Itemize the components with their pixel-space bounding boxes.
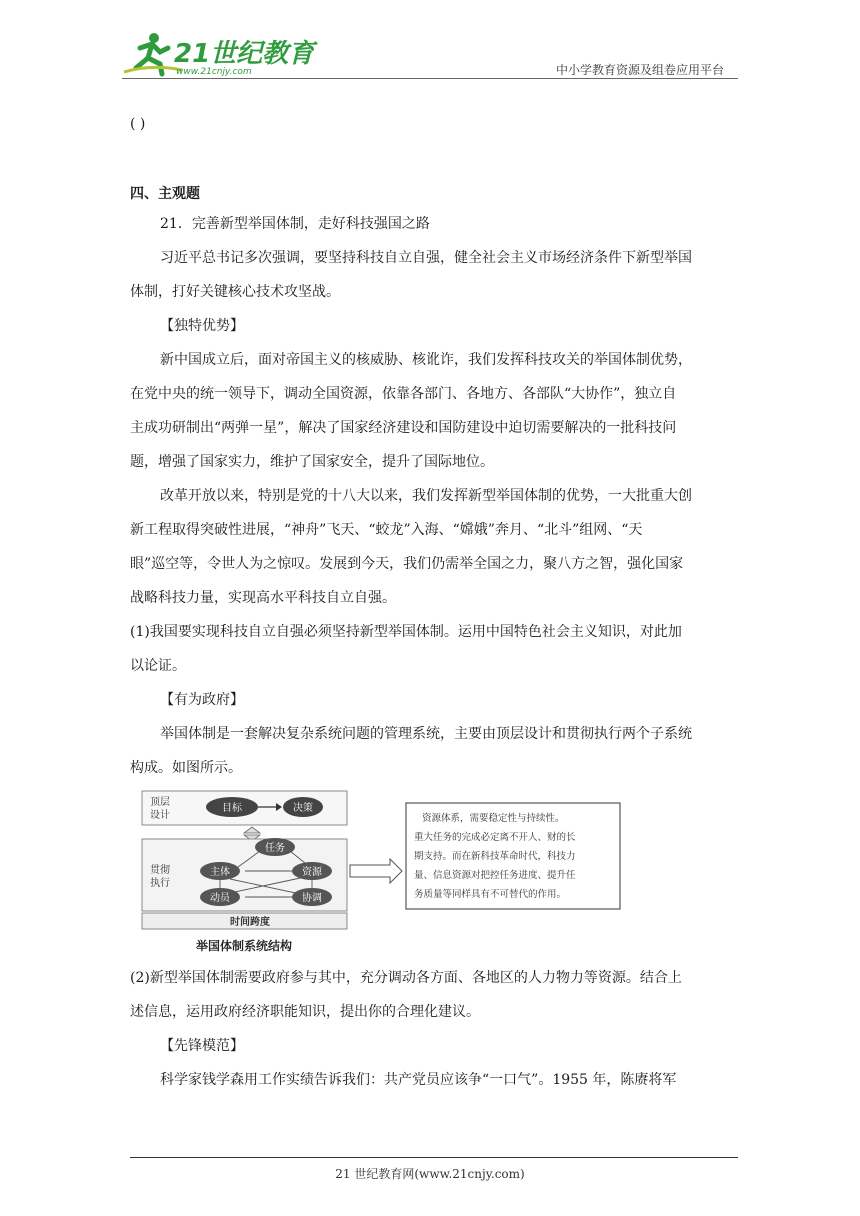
- tag-vanguard-model: 【先锋模范】: [160, 1038, 244, 1054]
- tag-unique-advantage: 【独特优势】: [160, 318, 244, 334]
- resource-label: 资源: [302, 867, 322, 878]
- intro-line-1: 习近平总书记多次强调，要坚持科技自立自强，健全社会主义市场经济条件下新型举国: [160, 250, 692, 266]
- mobilize-label: 动员: [210, 893, 230, 904]
- question-1-line-1: (1)我国要实现科技自立自强必须坚持新型举国体制。运用中国特色社会主义知识，对此加: [130, 624, 682, 640]
- section-title: 四、主观题: [130, 186, 200, 202]
- box-line-5: 务质量等同样具有不可替代的作用。: [414, 889, 567, 900]
- goal-label: 目标: [222, 803, 242, 814]
- para2-line-1: 改革开放以来，特别是党的十八大以来，我们发挥新型举国体制的优势，一大批重大创: [160, 488, 692, 504]
- para3-line-2: 构成。如图所示。: [130, 760, 242, 776]
- execution-label-2: 执行: [150, 878, 170, 889]
- system-structure-diagram: [140, 785, 625, 955]
- site-logo: [122, 28, 315, 78]
- footer-text: 21 世纪教育网(www.21cnjy.com): [335, 1167, 525, 1181]
- runner-logo-icon: [122, 28, 315, 78]
- answer-blank: ( ): [130, 116, 146, 132]
- footer-divider: [130, 1157, 738, 1158]
- task-label: 任务: [265, 843, 285, 854]
- to-resource-system-arrow: [350, 859, 402, 883]
- intro-line-2: 体制，打好关键核心技术攻坚战。: [130, 284, 340, 300]
- para2-line-4: 战略科技力量，实现高水平科技自立自强。: [130, 590, 396, 606]
- question-2-line-2: 述信息，运用政府经济职能知识，提出你的合理化建议。: [130, 1004, 480, 1020]
- subject-label: 主体: [210, 867, 230, 878]
- top-design-label-2: 设计: [150, 810, 170, 821]
- execution-label-1: 贯彻: [150, 865, 170, 876]
- decision-label: 决策: [293, 803, 313, 814]
- time-span-label: 时间跨度: [230, 917, 270, 928]
- header-platform-name: 中小学教育资源及组卷应用平台: [555, 63, 724, 77]
- para2-line-3: 眼”巡空等，令世人为之惊叹。发展到今天，我们仍需举全国之力，聚八方之智，强化国家: [130, 556, 684, 572]
- tag-active-government: 【有为政府】: [160, 692, 244, 708]
- para1-line-3: 主成功研制出“两弹一星”，解决了国家经济建设和国防建设中迫切需要解决的一批科技问: [130, 420, 677, 436]
- coordinate-label: 协调: [302, 893, 322, 904]
- header-divider: [122, 78, 738, 79]
- para2-line-2: 新工程取得突破性进展，“神舟”飞天、“蛟龙”入海、“嫦娥”奔月、“北斗”组网、“天: [130, 522, 643, 538]
- para1-line-4: 题，增强了国家实力，维护了国家安全，提升了国际地位。: [130, 454, 494, 470]
- logo-wordmark: 21世纪教育: [174, 39, 315, 69]
- logo-url: www.21cnjy.com: [176, 67, 252, 77]
- question-21-title: 21．完善新型举国体制，走好科技强国之路: [160, 216, 430, 232]
- box-line-4: 量、信息资源对把控任务进度、提升任: [414, 870, 576, 881]
- para1-line-1: 新中国成立后，面对帝国主义的核威胁、核讹诈，我们发挥科技攻关的举国体制优势，: [160, 352, 692, 368]
- question-2-line-1: (2)新型举国体制需要政府参与其中，充分调动各方面、各地区的人力物力等资源。结合上: [130, 970, 682, 986]
- question-1-line-2: 以论证。: [130, 658, 186, 674]
- para3-line-1: 举国体制是一套解决复杂系统问题的管理系统，主要由顶层设计和贯彻执行两个子系统: [160, 726, 692, 742]
- top-design-label-1: 顶层: [150, 797, 170, 808]
- box-line-3: 期支持。而在新科技革命时代，科技力: [414, 851, 576, 862]
- diagram-caption: 举国体制系统结构: [196, 939, 293, 953]
- para4-line-1: 科学家钱学森用工作实绩告诉我们：共产党员应该争“一口气”。1955 年，陈赓将军: [160, 1072, 677, 1088]
- box-line-2: 重大任务的完成必定离不开人、财的长: [414, 832, 576, 843]
- para1-line-2: 在党中央的统一领导下，调动全国资源，依靠各部门、各地方、各部队“大协作”，独立自: [130, 386, 677, 402]
- box-line-1: 资源体系，需要稳定性与持续性。: [422, 813, 565, 824]
